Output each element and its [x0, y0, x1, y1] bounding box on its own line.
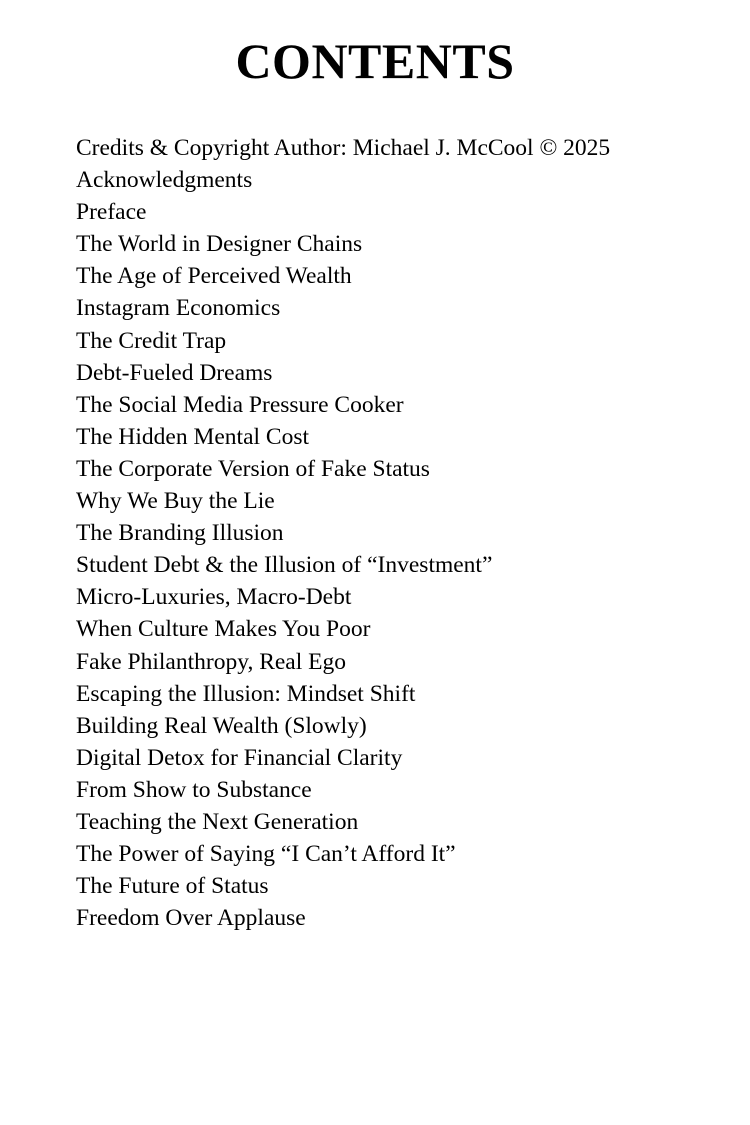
toc-entry: The Branding Illusion	[76, 520, 284, 547]
toc-entry: The Social Media Pressure Cooker	[76, 391, 404, 418]
toc-entry: When Culture Makes You Poor	[76, 616, 371, 643]
toc-entry: Building Real Wealth (Slowly)	[76, 712, 367, 739]
toc-entry: The Credit Trap	[76, 327, 227, 354]
toc-entry: Why We Buy the Lie	[76, 488, 275, 515]
toc-entry: Digital Detox for Financial Clarity	[76, 744, 403, 771]
toc-entry: The Power of Saying “I Can’t Afford It”	[76, 841, 456, 868]
toc-entry: Student Debt & the Illusion of “Investment”	[76, 552, 493, 579]
toc-entry: From Show to Substance	[76, 776, 312, 803]
toc-entry: The Future of Status	[76, 873, 269, 900]
toc-entry: The Age of Perceived Wealth	[76, 263, 352, 290]
toc-entry: Debt-Fueled Dreams	[76, 359, 273, 386]
toc-entry: Freedom Over Applause	[76, 905, 306, 932]
toc-entry-credits: Credits & Copyright Author: Michael J. McCool © 2025	[76, 135, 611, 161]
table-of-contents	[76, 132, 610, 934]
toc-entry: Micro-Luxuries, Macro-Debt	[76, 584, 352, 611]
toc-entry-preface: Preface	[76, 199, 147, 226]
toc-entry: The World in Designer Chains	[76, 231, 363, 258]
toc-entry: Instagram Economics	[76, 295, 281, 322]
toc-entry: Fake Philanthropy, Real Ego	[76, 648, 346, 675]
toc-entry: The Hidden Mental Cost	[76, 423, 310, 450]
toc-entry: Escaping the Illusion: Mindset Shift	[76, 680, 416, 707]
page-title: CONTENTS	[235, 33, 515, 89]
toc-entry-acknowledgments: Acknowledgments	[76, 167, 253, 194]
toc-entry: The Corporate Version of Fake Status	[76, 455, 430, 482]
toc-entry: Teaching the Next Generation	[76, 808, 359, 835]
